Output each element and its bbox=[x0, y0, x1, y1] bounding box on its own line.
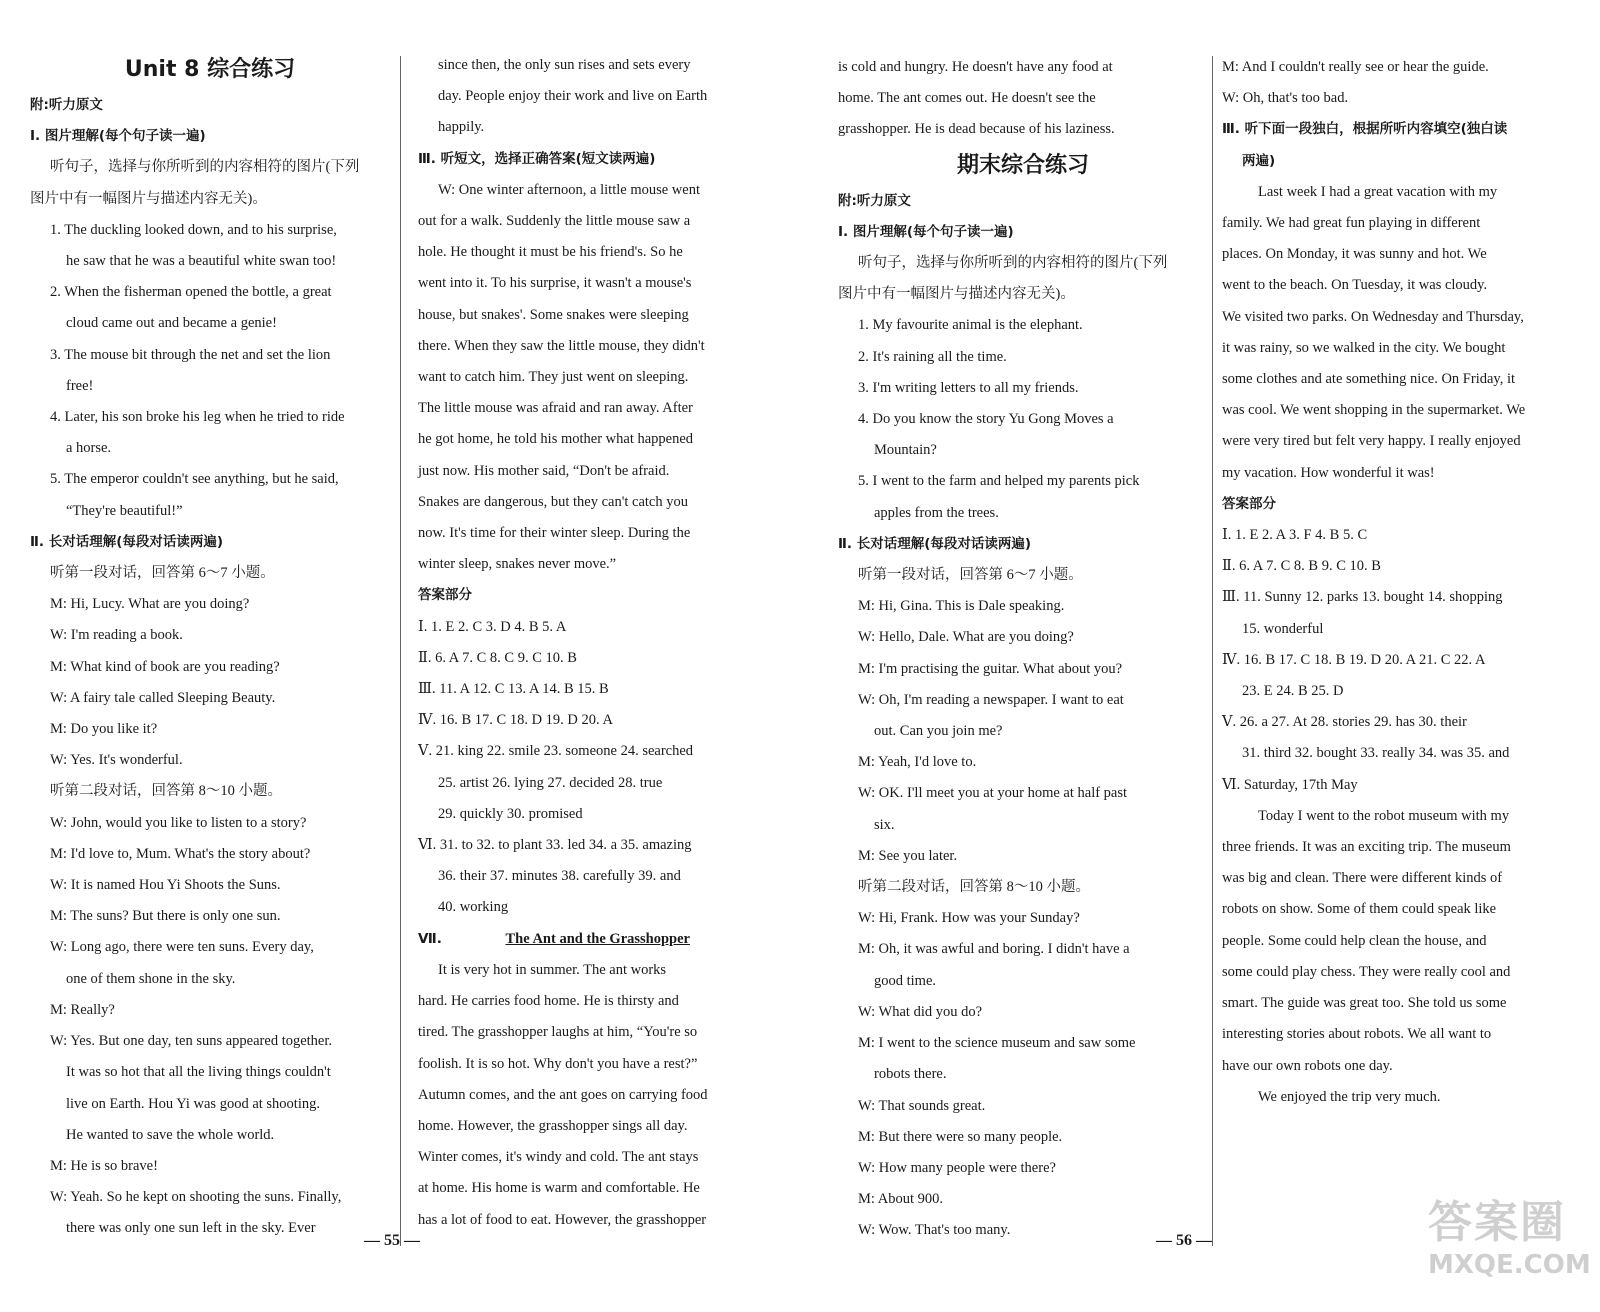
essay-line: three friends. It was an exciting trip. The museum bbox=[1222, 839, 1511, 856]
answer-line: Ⅴ. 21. king 22. smile 23. someone 24. searched bbox=[418, 743, 694, 760]
passage-line: was cool. We went shopping in the supermarket. We bbox=[1222, 402, 1526, 419]
item-line: 2. When the fisherman opened the bottle, a great bbox=[50, 284, 332, 301]
passage-line: W: One winter afternoon, a little mouse went bbox=[438, 181, 700, 198]
section-heading: Ⅲ. 听短文，选择正确答案(短文读两遍) bbox=[418, 150, 656, 167]
passage-line: some clothes and ate something nice. On Friday, it bbox=[1222, 371, 1516, 388]
essay-line: have our own robots one day. bbox=[1222, 1057, 1393, 1074]
answer-line: Ⅴ. 26. a 27. At 28. stories 29. has 30. their bbox=[1222, 714, 1467, 731]
answer-line: Ⅱ. 6. A 7. C 8. C 9. C 10. B bbox=[418, 649, 577, 666]
story-line: It is very hot in summer. The ant works bbox=[438, 961, 667, 978]
instruction-line: 图片中有一幅图片与描述内容无关)。 bbox=[30, 190, 267, 207]
item-line: 2. It's raining all the time. bbox=[858, 348, 1007, 365]
passage-line: went to the beach. On Tuesday, it was cloudy. bbox=[1222, 277, 1488, 294]
passage-line: winter sleep, snakes never move.” bbox=[418, 556, 617, 573]
dialogue-line: W: OK. I'll meet you at your home at half past bbox=[858, 785, 1128, 802]
dialogue-line: there was only one sun left in the sky. Ever bbox=[66, 1220, 316, 1237]
dialogue-line: robots there. bbox=[874, 1066, 947, 1083]
dialogue-line: W: Yes. But one day, ten suns appeared together. bbox=[50, 1033, 333, 1050]
essay-line: We enjoyed the trip very much. bbox=[1258, 1088, 1441, 1105]
item-line: cloud came out and became a genie! bbox=[66, 315, 277, 332]
story-line: foolish. It is so hot. Why don't you have a rest?” bbox=[418, 1055, 698, 1072]
item-line: 5. The emperor couldn't see anything, but he said, bbox=[50, 471, 339, 488]
text-line: grasshopper. He is dead because of his laziness. bbox=[838, 121, 1115, 138]
section-heading: Ⅱ. 长对话理解(每段对话读两遍) bbox=[838, 535, 1032, 552]
dialogue-line: M: I went to the science museum and saw some bbox=[858, 1035, 1136, 1052]
answer-line: Ⅰ. 1. E 2. C 3. D 4. B 5. A bbox=[418, 618, 567, 635]
dialogue-line: good time. bbox=[874, 972, 937, 989]
dialogue-line: W: Long ago, there were ten suns. Every day, bbox=[50, 939, 314, 956]
item-line: 4. Do you know the story Yu Gong Moves a bbox=[858, 411, 1114, 428]
passage-line: Snakes are dangerous, but they can't catch you bbox=[418, 493, 688, 510]
dialogue-line: W: Oh, that's too bad. bbox=[1222, 90, 1349, 107]
section-number: Ⅶ. bbox=[418, 930, 442, 947]
dialogue-line: M: Really? bbox=[50, 1001, 115, 1018]
story-title-row bbox=[418, 924, 766, 955]
passage-line: now. It's time for their winter sleep. During the bbox=[418, 525, 691, 542]
story-line: tired. The grasshopper laughs at him, “You're so bbox=[418, 1024, 698, 1041]
answer-line: Ⅰ. 1. E 2. A 3. F 4. B 5. C bbox=[1222, 527, 1368, 544]
page-number-left: — 55 — bbox=[364, 1232, 420, 1249]
dialogue-line: M: Yeah, I'd love to. bbox=[858, 754, 977, 771]
item-line: 1. My favourite animal is the elephant. bbox=[858, 317, 1083, 334]
passage-line: went into it. To his surprise, it wasn't a mouse's bbox=[418, 275, 692, 292]
section-heading: 两遍) bbox=[1242, 152, 1276, 169]
column-divider bbox=[1212, 56, 1213, 1246]
passage-line: just now. His mother said, “Don't be afraid. bbox=[418, 462, 670, 479]
page-title: Unit 8 综合练习 bbox=[124, 57, 296, 82]
dialogue-line: W: Wow. That's too many. bbox=[858, 1222, 1011, 1239]
answer-line: Ⅵ. 31. to 32. to plant 33. led 34. a 35. amazing bbox=[418, 837, 692, 854]
instruction-line: 图片中有一幅图片与描述内容无关)。 bbox=[838, 286, 1075, 303]
essay-line: robots on show. Some of them could speak like bbox=[1222, 901, 1497, 918]
essay-line: people. Some could help clean the house, and bbox=[1222, 932, 1487, 949]
section-heading: Ⅲ. 听下面一段独白，根据所听内容填空(独白读 bbox=[1222, 121, 1508, 138]
dialogue-line: 听第一段对话，回答第 6～7 小题。 bbox=[50, 565, 275, 582]
answers-label: 答案部分 bbox=[1222, 495, 1276, 512]
page-title: 期末综合练习 bbox=[956, 152, 1089, 178]
answer-line: Ⅵ. Saturday, 17th May bbox=[1222, 776, 1358, 793]
passage-line: there. When they saw the little mouse, they didn't bbox=[418, 337, 705, 354]
dialogue-line: W: It is named Hou Yi Shoots the Suns. bbox=[50, 877, 281, 894]
left-column-1 bbox=[30, 50, 390, 1245]
item-line: 4. Later, his son broke his leg when he tried to ride bbox=[50, 409, 345, 426]
item-line: 1. The duckling looked down, and to his surprise, bbox=[50, 221, 337, 238]
dialogue-line: one of them shone in the sky. bbox=[66, 970, 236, 987]
dialogue-line: M: Oh, it was awful and boring. I didn't have a bbox=[858, 941, 1130, 958]
passage-line: want to catch him. They just went on sleeping. bbox=[418, 369, 689, 386]
answer-line: Ⅲ. 11. Sunny 12. parks 13. bought 14. shopping bbox=[1222, 589, 1503, 606]
left-column-2 bbox=[418, 50, 766, 1236]
dialogue-line: M: He is so brave! bbox=[50, 1157, 158, 1174]
essay-line: was big and clean. There were different kinds of bbox=[1222, 870, 1503, 887]
story-line: at home. His home is warm and comfortable. He bbox=[418, 1180, 700, 1197]
dialogue-line: M: Hi, Gina. This is Dale speaking. bbox=[858, 598, 1065, 615]
answer-line: Ⅳ. 16. B 17. C 18. B 19. D 20. A 21. C 22. A bbox=[1222, 651, 1486, 668]
text-line: happily. bbox=[438, 119, 485, 136]
essay-line: smart. The guide was great too. She told us some bbox=[1222, 995, 1507, 1012]
dialogue-line: It was so hot that all the living things couldn't bbox=[66, 1064, 331, 1081]
answer-line: 40. working bbox=[438, 899, 509, 916]
dialogue-line: W: Hi, Frank. How was your Sunday? bbox=[858, 910, 1080, 927]
dialogue-line: M: What kind of book are you reading? bbox=[50, 658, 280, 675]
right-column-2 bbox=[1222, 52, 1594, 1113]
watermark-text: 答案圈 bbox=[1428, 1197, 1566, 1248]
passage-line: Last week I had a great vacation with my bbox=[1258, 183, 1498, 200]
dialogue-line: M: I'd love to, Mum. What's the story about? bbox=[50, 845, 311, 862]
section-heading: Ⅰ. 图片理解(每个句子读一遍) bbox=[30, 128, 206, 145]
section-heading: Ⅰ. 图片理解(每个句子读一遍) bbox=[838, 223, 1014, 240]
item-line: 5. I went to the farm and helped my parents pick bbox=[858, 473, 1140, 490]
essay-line: Today I went to the robot museum with my bbox=[1258, 807, 1510, 824]
passage-line: he got home, he told his mother what happened bbox=[418, 431, 694, 448]
watermark-logo bbox=[1428, 1196, 1591, 1296]
dialogue-line: six. bbox=[874, 816, 895, 833]
story-line: Autumn comes, and the ant goes on carrying food bbox=[418, 1086, 708, 1103]
essay-line: interesting stories about robots. We all want to bbox=[1222, 1026, 1492, 1043]
tapescript-label: 附:听力原文 bbox=[30, 97, 103, 113]
instruction-line: 听句子，选择与你所听到的内容相符的图片(下列 bbox=[858, 255, 1168, 272]
item-line: free! bbox=[66, 377, 94, 394]
passage-line: hole. He thought it must be his friend's. So he bbox=[418, 244, 683, 261]
passage-line: it was rainy, so we walked in the city. We bought bbox=[1222, 339, 1506, 356]
item-line: 3. I'm writing letters to all my friends. bbox=[858, 379, 1079, 396]
story-title: The Ant and the Grasshopper bbox=[505, 930, 690, 947]
text-line: home. The ant comes out. He doesn't see the bbox=[838, 90, 1096, 107]
passage-line: The little mouse was afraid and ran away. After bbox=[418, 400, 693, 417]
dialogue-line: 听第二段对话，回答第 8～10 小题。 bbox=[858, 879, 1090, 896]
instruction-line: 听句子，选择与你所听到的内容相符的图片(下列 bbox=[50, 159, 360, 176]
answer-line: 23. E 24. B 25. D bbox=[1242, 683, 1344, 700]
passage-line: out for a walk. Suddenly the little mouse saw a bbox=[418, 213, 691, 230]
dialogue-line: W: Yes. It's wonderful. bbox=[50, 752, 183, 769]
tapescript-label: 附:听力原文 bbox=[838, 192, 911, 209]
essay-line: some could play chess. They were really cool and bbox=[1222, 963, 1511, 980]
passage-line: We visited two parks. On Wednesday and Thursday, bbox=[1222, 308, 1524, 325]
text-line: since then, the only sun rises and sets every bbox=[438, 57, 691, 73]
answer-line: 25. artist 26. lying 27. decided 28. true bbox=[438, 774, 663, 791]
item-line: he saw that he was a beautiful white swan too! bbox=[66, 253, 337, 270]
dialogue-line: 听第二段对话，回答第 8～10 小题。 bbox=[50, 783, 282, 800]
dialogue-line: W: Hello, Dale. What are you doing? bbox=[858, 629, 1074, 646]
page-number-right: — 56 — bbox=[1156, 1232, 1212, 1249]
dialogue-line: out. Can you join me? bbox=[874, 723, 1003, 740]
dialogue-line: W: A fairy tale called Sleeping Beauty. bbox=[50, 689, 276, 706]
item-line: “They're beautiful!” bbox=[66, 502, 183, 519]
dialogue-line: W: Yeah. So he kept on shooting the suns. Finally, bbox=[50, 1189, 342, 1206]
dialogue-line: W: John, would you like to listen to a story? bbox=[50, 814, 307, 831]
passage-line: were very tired but felt very happy. I really enjoyed bbox=[1222, 433, 1521, 450]
passage-line: house, but snakes'. Some snakes were sleeping bbox=[418, 306, 689, 323]
dialogue-line: M: See you later. bbox=[858, 847, 958, 864]
dialogue-line: M: The suns? But there is only one sun. bbox=[50, 908, 281, 925]
story-line: hard. He carries food home. He is thirsty and bbox=[418, 993, 679, 1010]
watermark-url: MXQE.COM bbox=[1428, 1250, 1591, 1280]
dialogue-line: M: And I couldn't really see or hear the guide. bbox=[1222, 59, 1489, 75]
right-column-1 bbox=[838, 52, 1208, 1247]
dialogue-line: W: How many people were there? bbox=[858, 1159, 1056, 1176]
passage-line: family. We had great fun playing in different bbox=[1222, 215, 1481, 232]
dialogue-line: M: About 900. bbox=[858, 1191, 943, 1208]
dialogue-line: live on Earth. Hou Yi was good at shooting. bbox=[66, 1095, 320, 1112]
passage-line: places. On Monday, it was sunny and hot. We bbox=[1222, 246, 1487, 263]
answer-line: Ⅲ. 11. A 12. C 13. A 14. B 15. B bbox=[418, 681, 609, 698]
answer-line: 29. quickly 30. promised bbox=[438, 805, 583, 822]
answer-line: Ⅱ. 6. A 7. C 8. B 9. C 10. B bbox=[1222, 558, 1381, 575]
answer-line: 36. their 37. minutes 38. carefully 39. and bbox=[438, 868, 681, 885]
column-divider bbox=[400, 56, 401, 1246]
text-line: day. People enjoy their work and live on Earth bbox=[438, 88, 708, 105]
item-line: a horse. bbox=[66, 440, 112, 457]
answer-line: 15. wonderful bbox=[1242, 620, 1324, 637]
passage-line: my vacation. How wonderful it was! bbox=[1222, 464, 1435, 481]
item-line: 3. The mouse bit through the net and set the lion bbox=[50, 346, 331, 363]
text-line: is cold and hungry. He doesn't have any food at bbox=[838, 59, 1113, 75]
dialogue-line: M: But there were so many people. bbox=[858, 1128, 1063, 1145]
dialogue-line: M: I'm practising the guitar. What about you? bbox=[858, 660, 1123, 677]
dialogue-line: He wanted to save the whole world. bbox=[66, 1126, 275, 1143]
dialogue-line: W: Oh, I'm reading a newspaper. I want to eat bbox=[858, 691, 1124, 708]
dialogue-line: W: I'm reading a book. bbox=[50, 627, 183, 644]
dialogue-line: W: What did you do? bbox=[858, 1003, 983, 1020]
section-heading: Ⅱ. 长对话理解(每段对话读两遍) bbox=[30, 533, 224, 550]
item-line: apples from the trees. bbox=[874, 504, 999, 521]
story-line: has a lot of food to eat. However, the grasshopper bbox=[418, 1211, 707, 1228]
dialogue-line: W: That sounds great. bbox=[858, 1097, 986, 1114]
dialogue-line: M: Do you like it? bbox=[50, 721, 158, 738]
story-line: Winter comes, it's windy and cold. The ant stays bbox=[418, 1149, 699, 1166]
dialogue-line: 听第一段对话，回答第 6～7 小题。 bbox=[858, 567, 1083, 584]
dialogue-line: M: Hi, Lucy. What are you doing? bbox=[50, 596, 250, 613]
story-line: home. However, the grasshopper sings all day. bbox=[418, 1117, 688, 1134]
answer-line: 31. third 32. bought 33. really 34. was 35. and bbox=[1242, 745, 1510, 762]
item-line: Mountain? bbox=[874, 442, 937, 459]
answer-line: Ⅳ. 16. B 17. C 18. D 19. D 20. A bbox=[418, 712, 613, 729]
answers-label: 答案部分 bbox=[418, 587, 472, 604]
